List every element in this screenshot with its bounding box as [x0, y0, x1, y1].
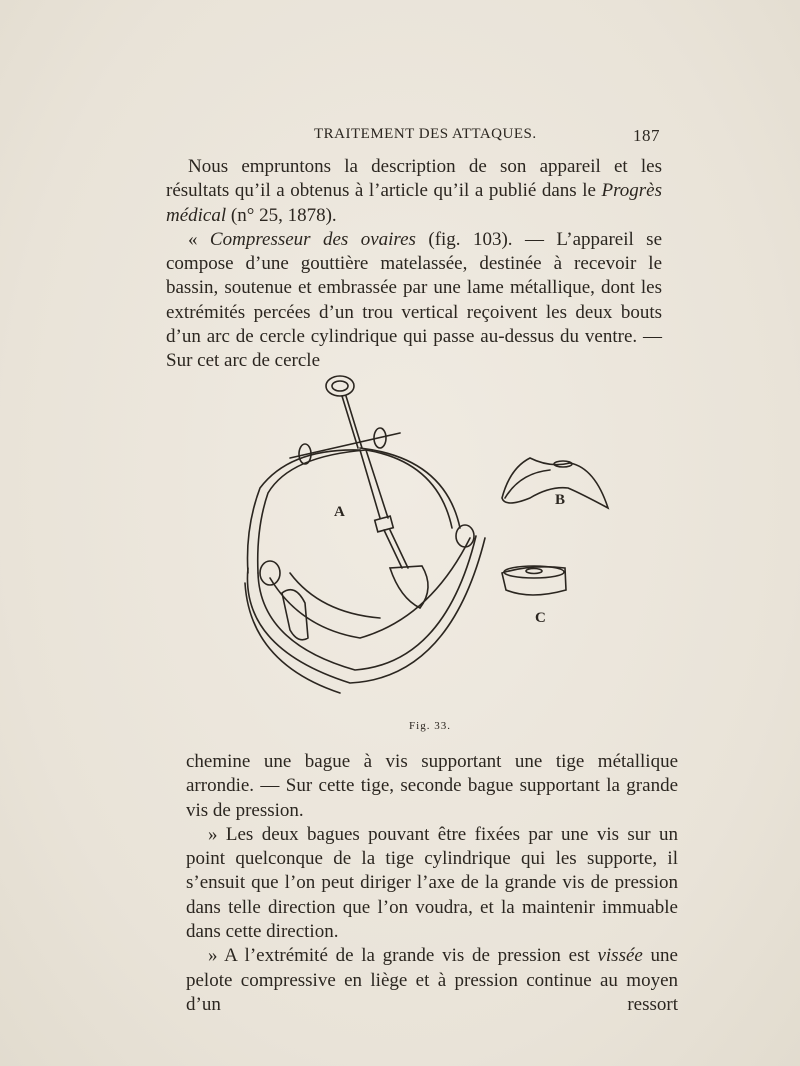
compressor-engraving [230, 368, 630, 708]
figure-caption: Fig. 33. [409, 720, 451, 732]
text-block-bottom [186, 750, 678, 1017]
text-block-top [166, 155, 662, 374]
paragraph-1: Nous empruntons la description de son appareil et les résultats qu’il a obtenus à l’article qu’il a publié dans le Progrès médical (n° 25, 1878). [166, 156, 663, 226]
paragraph-4: » Les deux bagues pouvant être fixées par une vis sur un point quelconque de la tige cylindrique qui les supporte, il s’ensuit que l’on peut diriger l’axe de la grande vis de pression dans telle direction que l’on voudra, et la maintenir immuable dans cette direction. [186, 823, 678, 943]
running-title: TRAITEMENT DES ATTAQUES. [314, 126, 537, 142]
italic-word: vissée [597, 945, 643, 967]
paragraph-3: chemine une bague à vis supportant une tige métallique arrondie. — Sur cette tige, seconde bague supportant la grande vis de pression. [186, 751, 678, 821]
paragraph-2: « Compresseur des ovaires (fig. 103). — L’appareil se compose d’une gouttière matelassée, destinée à recevoir le bassin, soutenue et embrassée par une lame métallique, dont les extrémités percées d’un trou vertical reçoivent les deux bouts d’un arc de cercle cylindrique qui passe au-dessus du ventre. — Sur cet arc de cercle [166, 228, 663, 372]
figure-label-b: B [555, 492, 566, 508]
figure-illustration [230, 368, 630, 708]
page-number: 187 [633, 126, 660, 145]
paragraph-5: » A l’extrémité de la grande vis de pression est vissée une pelote compressive en liège et à pression continue au moyen d’un ressort [186, 945, 678, 1015]
device-name: Compresseur des ovaires [209, 228, 416, 250]
figure-label-c: C [535, 610, 546, 626]
journal-title: Progrès médical [166, 180, 663, 226]
figure-label-a: A [334, 504, 345, 520]
